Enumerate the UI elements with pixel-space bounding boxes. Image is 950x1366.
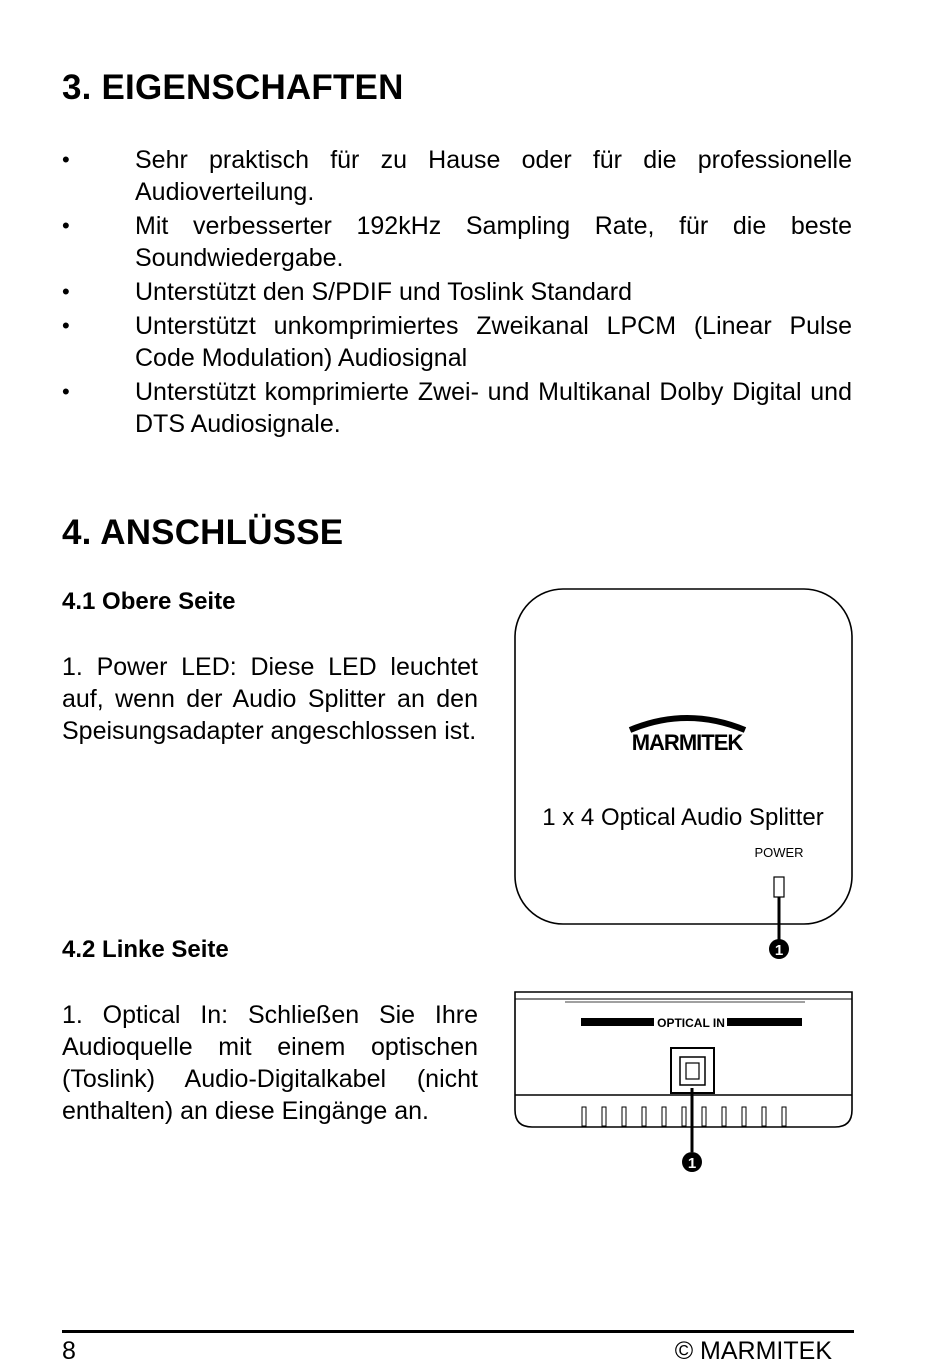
- brand-logo-text: MARMITEK: [631, 730, 743, 755]
- bullet-icon: •: [62, 379, 70, 404]
- list-item: [62, 144, 852, 208]
- optical-in-description: 1. Optical In: Schließen Sie Ihre Audioquelle mit einem optischen (Toslink) Audio-Digitalkabel (nicht enthalten) an diese Eingänge an.: [62, 1001, 478, 1125]
- page-number: 8: [62, 1337, 76, 1365]
- power-led: [774, 877, 784, 897]
- product-name: 1 x 4 Optical Audio Splitter: [542, 804, 824, 831]
- optical-in-label: OPTICAL IN: [657, 1016, 725, 1030]
- list-item-text: Unterstützt unkomprimiertes Zweikanal LPCM (Linear Pulse Code Modulation) Audiosignal: [135, 312, 852, 372]
- top-view-diagram: [505, 580, 865, 970]
- bullet-icon: •: [62, 147, 70, 172]
- list-item: [62, 376, 852, 440]
- features-list: [62, 144, 852, 442]
- callout-number: 1: [687, 1155, 697, 1172]
- copyright: © MARMITEK: [674, 1337, 832, 1365]
- list-item-text: Mit verbesserter 192kHz Sampling Rate, für die beste Soundwiedergabe.: [135, 212, 852, 272]
- side-view-diagram: [505, 985, 865, 1180]
- device-body-top: [515, 589, 852, 924]
- footer-rule: [62, 1330, 854, 1333]
- list-item-text: Unterstützt komprimierte Zwei- und Multikanal Dolby Digital und DTS Audiosignale.: [135, 378, 852, 438]
- list-item: [62, 310, 852, 374]
- power-label: POWER: [754, 845, 804, 860]
- power-led-description: 1. Power LED: Diese LED leuchtet auf, wenn der Audio Splitter an den Speisungsadapter angeschlossen ist.: [62, 653, 478, 745]
- bullet-icon: •: [62, 313, 70, 338]
- bullet-icon: •: [62, 279, 70, 304]
- subsection-side-heading: 4.2 Linke Seite: [62, 936, 229, 963]
- list-item: [62, 210, 852, 274]
- optical-port-core: [686, 1063, 699, 1079]
- section-4-heading: 4. ANSCHLÜSSE: [62, 513, 344, 552]
- label-bar-left: [581, 1018, 654, 1026]
- list-item-text: Sehr praktisch für zu Hause oder für die professionelle Audioverteilung.: [135, 146, 852, 206]
- callout-number: 1: [774, 942, 784, 959]
- label-bar-right: [727, 1018, 802, 1026]
- subsection-top-heading: 4.1 Obere Seite: [62, 588, 236, 615]
- bullet-icon: •: [62, 213, 70, 238]
- section-3-heading: 3. EIGENSCHAFTEN: [62, 68, 404, 107]
- list-item: [62, 276, 852, 308]
- list-item-text: Unterstützt den S/PDIF und Toslink Standard: [135, 278, 633, 306]
